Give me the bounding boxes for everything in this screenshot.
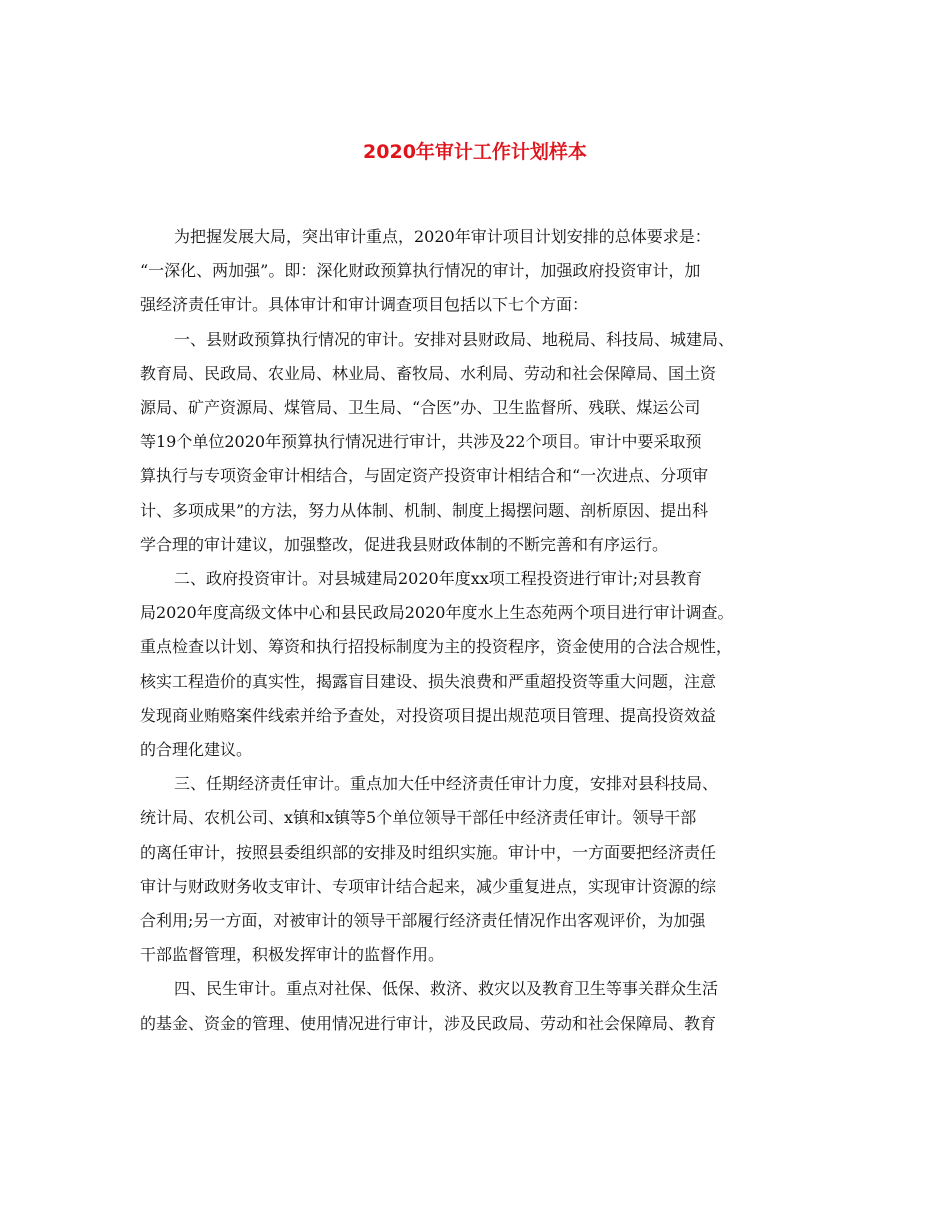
paragraph xyxy=(140,767,810,972)
paragraph xyxy=(140,562,810,767)
text-line: 三、任期经济责任审计。重点加大任中经济责任审计力度，安排对县科技局、 xyxy=(174,774,719,794)
text-line: 核实工程造价的真实性，揭露盲目建设、损失浪费和严重超投资等重大问题，注意 xyxy=(140,671,717,691)
text-line: 的离任审计，按照县委组织部的安排及时组织实施。审计中，一方面要把经济责任 xyxy=(140,842,717,862)
document-body xyxy=(140,220,810,1041)
text-line: 合利用;另一方面，对被审计的领导干部履行经济责任情况作出客观评价，为加强 xyxy=(140,911,706,931)
text-line: “一深化、两加强”。即：深化财政预算执行情况的审计，加强政府投资审计，加 xyxy=(140,261,701,281)
text-line: 干部监督管理，积极发挥审计的监督作用。 xyxy=(140,945,445,965)
text-line: 算执行与专项资金审计相结合，与固定资产投资审计相结合和“一次进点、分项审 xyxy=(140,466,709,486)
text-line: 重点检查以计划、筹资和执行招投标制度为主的投资程序，资金使用的合法合规性， xyxy=(140,637,733,657)
text-line: 一、县财政预算执行情况的审计。安排对县财政局、地税局、科技局、城建局、 xyxy=(174,329,735,349)
text-line: 统计局、农机公司、x镇和x镇等5个单位领导干部任中经济责任审计。领导干部 xyxy=(140,808,697,828)
text-line: 的基金、资金的管理、使用情况进行审计，涉及民政局、劳动和社会保障局、教育 xyxy=(140,1013,717,1033)
text-line: 学合理的审计建议，加强整改，促进我县财政体制的不断完善和有序运行。 xyxy=(140,534,669,554)
paragraph xyxy=(140,323,810,562)
text-line: 为把握发展大局，突出审计重点，2020年审计项目计划安排的总体要求是： xyxy=(174,227,711,246)
text-line: 强经济责任审计。具体审计和审计调查项目包括以下七个方面： xyxy=(140,295,589,315)
text-line: 教育局、民政局、农业局、林业局、畜牧局、水利局、劳动和社会保障局、国土资 xyxy=(140,363,717,383)
text-line: 的合理化建议。 xyxy=(140,740,253,760)
document-title: 2020年审计工作计划样本 xyxy=(363,141,587,163)
text-line: 局2020年度高级文体中心和县民政局2020年度水上生态苑两个项目进行审计调查。 xyxy=(140,603,734,623)
text-line: 发现商业贿赂案件线索并给予查处，对投资项目提出规范项目管理、提高投资效益 xyxy=(140,705,717,725)
text-line: 二、政府投资审计。对县城建局2020年度xx项工程投资进行审计;对县教育 xyxy=(174,569,703,589)
text-line: 计、多项成果”的方法，努力从体制、机制、制度上揭摆问题、剖析原因、提出科 xyxy=(140,500,709,520)
text-line: 审计与财政财务收支审计、专项审计结合起来，减少重复进点，实现审计资源的综 xyxy=(140,876,717,896)
paragraph xyxy=(140,972,810,1040)
text-line: 源局、矿产资源局、煤管局、卫生局、“合医”办、卫生监督所、残联、煤运公司 xyxy=(140,398,701,418)
text-line: 等19个单位2020年预算执行情况进行审计，共涉及22个项目。审计中要采取预 xyxy=(140,432,702,452)
text-line: 四、民生审计。重点对社保、低保、救济、救灾以及教育卫生等事关群众生活 xyxy=(174,979,719,999)
paragraph xyxy=(140,220,810,323)
